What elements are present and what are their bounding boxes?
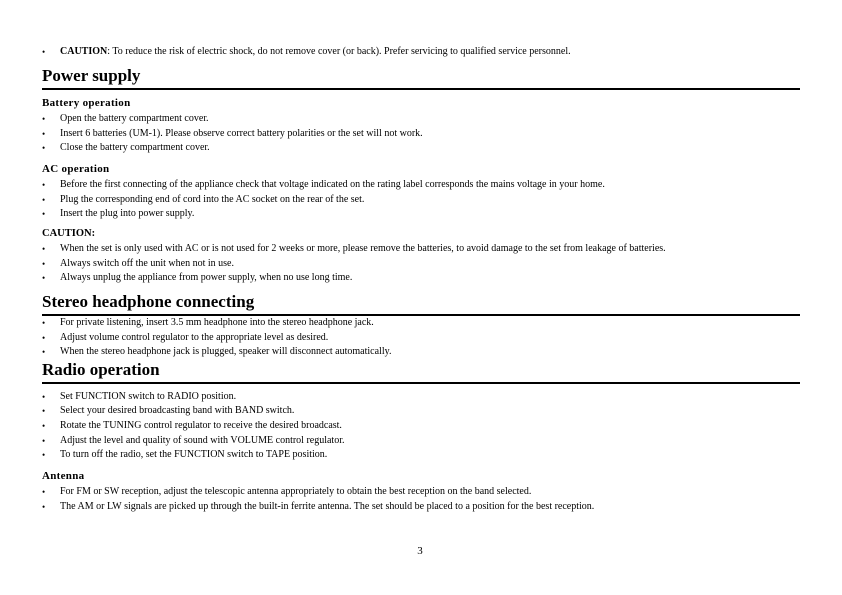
caution-text: : To reduce the risk of electric shock, do not remove cover (or back). Prefer servicing to qualified service personnel. [107,46,571,57]
bullet-dot: • [42,143,46,153]
subheading-ac-operation: AC operation [42,163,110,175]
bullet-dot: • [42,450,46,460]
heading-rule [42,382,800,384]
bullet-dot: • [42,180,46,190]
page-number: 3 [417,545,423,557]
bullet-dot: • [42,129,46,139]
subheading-antenna: Antenna [42,470,85,482]
bullet-dot: • [42,318,46,328]
bullet-dot: • [42,47,46,57]
bullet-dot: • [42,421,46,431]
bullet-dot: • [42,436,46,446]
heading-power-supply: Power supply [42,66,141,85]
heading-stereo-headphone: Stereo headphone connecting [42,292,255,311]
heading-radio-operation: Radio operation [42,360,160,379]
heading-rule [42,88,800,90]
bullet-dot: • [42,406,46,416]
bullet-dot: • [42,114,46,124]
subheading-caution: CAUTION: [42,228,96,239]
bullet-dot: • [42,392,46,402]
bullet-dot: • [42,487,46,497]
bullet-dot: • [42,347,46,357]
bullet-dot: • [42,195,46,205]
bullet-dot: • [42,259,46,269]
subheading-battery-operation: Battery operation [42,97,131,109]
bullet-dot: • [42,273,46,283]
bullet-dot: • [42,333,46,343]
bullet-dot: • [42,502,46,512]
caution-label: CAUTION [60,46,108,57]
bullet-dot: • [42,244,46,254]
bullet-dot: • [42,209,46,219]
